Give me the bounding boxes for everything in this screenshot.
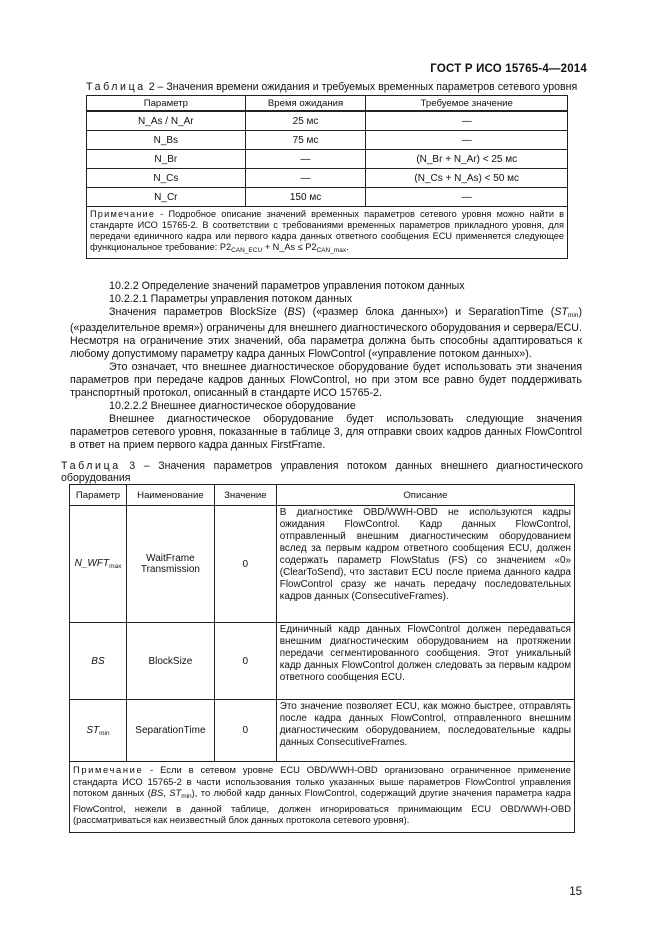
cell-parameter: N_As / N_Ar: [87, 111, 246, 131]
table2-note: Примечание - Подробное описание значений временных параметров сетевого уровня можно найти в стандарте ИСО 15765-2. В соответствии с требованиями временных параметров прикладного уровня, для передачи единичного кадра или первого кадра данных ответного сообщения ECU применяется следующее функциональное требование: $P2_{CAN\_ECU}$ + N_As ≤ $P2_{CAN\_max}$.: [87, 207, 568, 259]
table2-caption: Таблица 2 – Значения времени ожидания и требуемых временных параметров сетевого уровня: [86, 81, 578, 93]
document-id: ГОСТ Р ИСО 15765-4—2014: [430, 63, 587, 75]
subsection-heading: 10.2.2.2 Внешнее диагностическое оборудование: [109, 400, 356, 412]
cell-parameter: BS: [70, 623, 127, 700]
cell-required: (N_Cs + N_As) < 50 мс: [366, 169, 568, 188]
table3-note: Примечание - Если в сетевом уровне ECU OBD/WWH-OBD организовано ограниченное применение стандарта ИСО 15765-2 в части использования только указанных выше параметров FlowControl управления потоком данных (BS, $ST_{min}$), то любой кадр данных FlowControl, содержащий другие значения параметра кадра FlowControl, нежели в данной таблице, должен игнорироваться принимающим ECU OBD/WWH-OBD (рассматриваться как неизвестный блок данных протокола сетевого уровня).: [70, 762, 575, 833]
column-header: Параметр: [70, 485, 127, 506]
cell-parameter: $N\_WFT_{max}$: [70, 506, 127, 623]
cell-description: Единичный кадр данных FlowControl должен передаваться внешним диагностическим оборудованием на протяжении передачи сегментированного сообщения. Этот уникальный кадр данных FlowControl должен следовать за первым кадром ответного сообщения ECU.: [276, 623, 574, 700]
cell-value: 0: [214, 623, 276, 700]
page-number: 15: [569, 886, 582, 898]
table-row: [70, 700, 575, 762]
table-3: [69, 484, 575, 833]
cell-description: Это значение позволяет ECU, как можно быстрее, отправлять после кадра данных FlowControl, отправленного внешним диагностическим оборудованием, последовательные кадры данных ConsecutiveFrames.: [276, 700, 574, 762]
cell-value: 0: [214, 506, 276, 623]
cell-parameter: N_Cs: [87, 169, 246, 188]
cell-parameter: N_Cr: [87, 188, 246, 207]
cell-timeout: 25 мс: [245, 111, 366, 131]
column-header: Параметр: [87, 96, 246, 112]
cell-parameter: $ST_{min}$: [70, 700, 127, 762]
cell-required: (N_Br + N_Ar) < 25 мс: [366, 150, 568, 169]
table-row: [70, 623, 575, 700]
cell-description: В диагностике OBD/WWH-OBD не используются кадры ожидания FlowControl. Кадр данных FlowControl, отправленный внешним диагностическим оборудованием вслед за первым кадром ответного сообщения ECU, должен содержать параметр FlowStatus (FS) со значением «0» (ClearToSend), что заставит ECU после приема данного кадра FlowControl сразу же начать передачу последовательных кадров данных (ConsecutiveFrames).: [276, 506, 574, 623]
cell-required: —: [366, 188, 568, 207]
column-header: Наименование: [126, 485, 214, 506]
cell-required: —: [366, 111, 568, 131]
cell-parameter: N_Br: [87, 150, 246, 169]
table-row: [87, 188, 568, 207]
table-header-row: [87, 96, 568, 112]
column-header: Требуемое значение: [366, 96, 568, 112]
section-body: [70, 280, 582, 452]
cell-timeout: —: [245, 169, 366, 188]
cell-timeout: 150 мс: [245, 188, 366, 207]
cell-timeout: 75 мс: [245, 131, 366, 150]
paragraph: Значения параметров BlockSize (BS) («размер блока данных») и SeparationTime $(ST_{min})$ («разделительное время») ограничены для внешнего диагностического оборудования и сервера/ECU. Несмотря на ограничение этих значений, оба параметра должна быть способны адаптироваться к любому допустимому параметру кадра данных FlowControl («управление потоком данных»).: [70, 306, 582, 360]
table-header-row: [70, 485, 575, 506]
table-note-row: [70, 762, 575, 833]
cell-value: 0: [214, 700, 276, 762]
table-2: [86, 95, 568, 259]
cell-parameter: N_Bs: [87, 131, 246, 150]
table-row: [87, 131, 568, 150]
cell-name: WaitFrame Transmission: [126, 506, 214, 623]
table-row: [87, 150, 568, 169]
cell-name: BlockSize: [126, 623, 214, 700]
section-heading: 10.2.2 Определение значений параметров управления потоком данных: [109, 280, 465, 292]
table-row: [87, 111, 568, 131]
column-header: Время ожидания: [245, 96, 366, 112]
cell-name: SeparationTime: [126, 700, 214, 762]
subsection-heading: 10.2.2.1 Параметры управления потоком данных: [109, 293, 353, 305]
cell-timeout: —: [245, 150, 366, 169]
table-row: [70, 506, 575, 623]
column-header: Описание: [276, 485, 574, 506]
table-note-row: [87, 207, 568, 259]
paragraph: Внешнее диагностическое оборудование будет использовать следующие значения параметров сетевого уровня, показанные в таблице 3, для отправки своих кадров данных FlowControl в ответ на прием первого кадра данных FirstFrame.: [70, 413, 582, 451]
column-header: Значение: [214, 485, 276, 506]
table-row: [87, 169, 568, 188]
table3-caption: Таблица 3 – Значения параметров управления потоком данных внешнего диагностического оборудования: [61, 460, 583, 484]
paragraph: Это означает, что внешнее диагностическое оборудование будет использовать эти значения параметров при передаче кадров данных FlowControl, но при этом все равно будет поддерживать транспортный протокол, описанный в стандарте ИСО 15765-2.: [70, 361, 582, 399]
cell-required: —: [366, 131, 568, 150]
